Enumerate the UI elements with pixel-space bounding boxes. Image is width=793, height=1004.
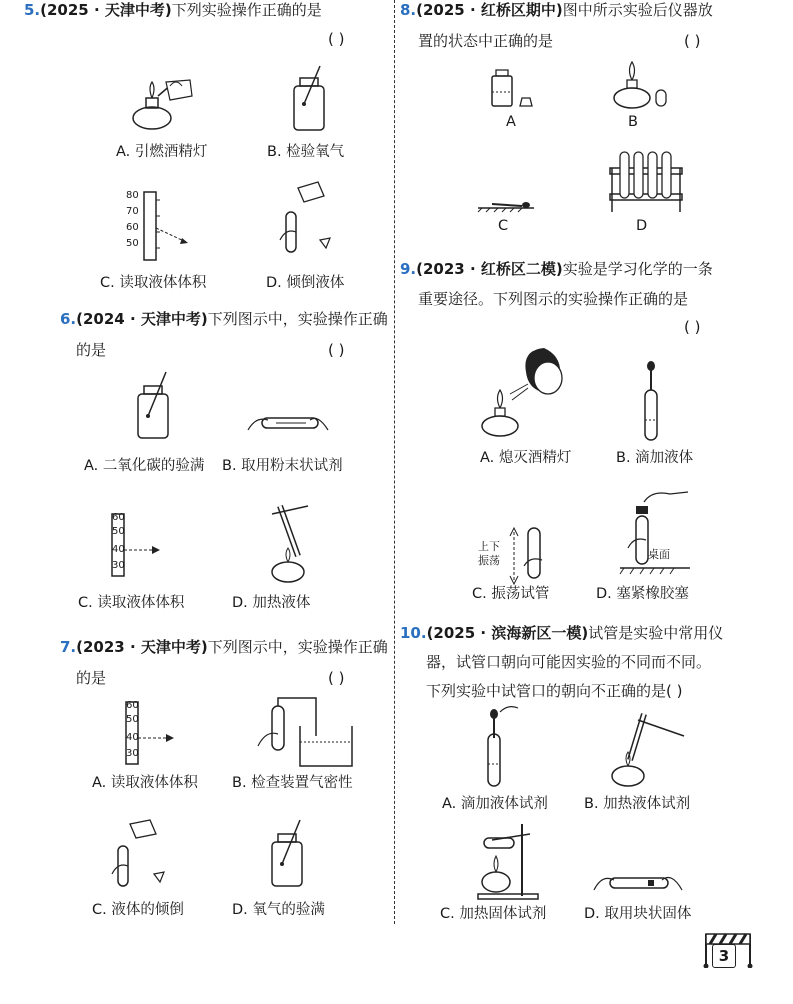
- option-label: B. 加热液体试剂: [584, 796, 691, 812]
- figure-reagent-bottle: [488, 66, 538, 108]
- scale-label: 40: [112, 544, 125, 555]
- figure-co2-full-test: [134, 370, 174, 442]
- option-label: B: [628, 114, 638, 130]
- figure-pour-liquid: [278, 178, 338, 262]
- option-label: D: [636, 218, 648, 234]
- question-source: (2024 · 天津中考): [76, 310, 208, 328]
- option-label: B. 检验氧气: [267, 144, 345, 160]
- question-text: 试管是实验中常用仪: [588, 624, 724, 642]
- question-text: 图中所示实验后仪器放: [562, 1, 713, 19]
- question-6: [60, 304, 388, 335]
- question-source: (2025 · 红桥区期中): [416, 1, 563, 19]
- scale-label: 70: [126, 206, 139, 217]
- figure-drop-reagent: [470, 702, 520, 788]
- desk-label: 桌面: [648, 548, 670, 561]
- question-number: 6.: [60, 310, 77, 328]
- question-text: 下列图示中，实验操作正确: [207, 310, 388, 328]
- question-text-line3: 下列实验中试管口的朝向不正确的是( ): [426, 682, 683, 700]
- question-source: (2023 · 天津中考): [76, 638, 208, 656]
- option-label: A. 读取液体体积: [92, 775, 198, 791]
- scale-label: 60: [126, 222, 139, 233]
- option-label: C. 读取液体体积: [100, 275, 207, 291]
- figure-alcohol-lamp-open: [610, 60, 670, 110]
- figure-dropper-on-table: [476, 196, 536, 212]
- question-9: [400, 254, 713, 285]
- question-number: 10.: [400, 624, 427, 642]
- figure-drop-liquid: [636, 360, 666, 444]
- scale-label: 50: [126, 238, 139, 249]
- option-label: B. 取用粉末状试剂: [222, 458, 343, 474]
- option-label: D. 加热液体: [232, 595, 311, 611]
- question-text: 下列实验操作正确的是: [171, 1, 322, 19]
- answer-paren: ( ): [684, 32, 701, 50]
- figure-test-oxygen: [290, 64, 330, 132]
- option-label: C. 液体的倾倒: [92, 902, 184, 918]
- option-label: D. 氧气的验满: [232, 902, 325, 918]
- figure-heat-liquid: [258, 500, 320, 584]
- figure-shake-tube: [508, 526, 548, 584]
- scale-label: 80: [126, 190, 139, 201]
- figure-heat-solid-reagent: [470, 820, 550, 900]
- option-label: D. 倾倒液体: [266, 275, 345, 291]
- question-text: 实验是学习化学的一条: [562, 260, 713, 278]
- question-text-line2: 重要途径。下列图示的实验操作正确的是: [418, 290, 689, 308]
- option-label: C: [498, 218, 509, 234]
- figure-take-powder: [246, 402, 330, 438]
- question-source: (2025 · 滨海新区一模): [426, 624, 589, 642]
- question-text-line2: 器，试管口朝向可能因实验的不同而不同。: [426, 653, 712, 671]
- option-label: A. 滴加液体试剂: [442, 796, 548, 812]
- question-text-line2: 的是: [76, 341, 107, 359]
- option-label: B. 检查装置气密性: [232, 775, 353, 791]
- question-7: [60, 632, 388, 663]
- question-number: 5.: [24, 1, 41, 19]
- scale-label: 50: [112, 526, 125, 537]
- option-label: C. 加热固体试剂: [440, 906, 547, 922]
- option-label: D. 取用块状固体: [584, 906, 692, 922]
- option-label: C. 读取液体体积: [78, 595, 185, 611]
- scale-label: 50: [126, 714, 139, 725]
- option-label: A. 二氧化碳的验满: [84, 458, 205, 474]
- scale-label: 60: [126, 700, 139, 711]
- figure-alcohol-lamp-lighting: [130, 74, 200, 132]
- scale-label: 30: [126, 748, 139, 759]
- scale-label: 60: [112, 512, 125, 523]
- option-label: A: [506, 114, 516, 130]
- figure-oxygen-full-test: [268, 818, 308, 890]
- option-label: C. 振荡试管: [472, 586, 550, 602]
- option-label: A. 熄灭酒精灯: [480, 450, 572, 466]
- answer-paren: ( ): [328, 30, 345, 48]
- answer-paren: ( ): [684, 318, 701, 336]
- scale-label: 30: [112, 560, 125, 571]
- question-text: 下列图示中，实验操作正确: [207, 638, 388, 656]
- question-5: [24, 0, 322, 26]
- question-number: 9.: [400, 260, 417, 278]
- option-label: A. 引燃酒精灯: [116, 144, 208, 160]
- figure-airtightness-check: [254, 696, 358, 768]
- question-text-line2: 置的状态中正确的是: [418, 32, 554, 50]
- option-label: B. 滴加液体: [616, 450, 694, 466]
- answer-paren: ( ): [328, 669, 345, 687]
- column-divider: [394, 0, 395, 924]
- question-source: (2023 · 红桥区二模): [416, 260, 563, 278]
- scale-label: 40: [126, 732, 139, 743]
- shake-label: 上下振荡: [478, 540, 500, 567]
- option-label: D. 塞紧橡胶塞: [596, 586, 689, 602]
- question-source: (2025 · 天津中考): [40, 1, 172, 19]
- answer-paren: ( ): [328, 341, 345, 359]
- question-number: 7.: [60, 638, 77, 656]
- question-10: [400, 618, 723, 649]
- question-8: [400, 0, 713, 26]
- question-text-line2: 的是: [76, 669, 107, 687]
- question-number: 8.: [400, 1, 417, 19]
- page-number: 3: [712, 944, 736, 968]
- figure-take-solid: [592, 862, 684, 898]
- figure-pour-liquid-c: [110, 818, 170, 894]
- figure-blow-out-lamp: [470, 346, 580, 440]
- figure-heat-liquid-reagent: [604, 706, 690, 788]
- figure-test-tube-rack: [608, 150, 684, 214]
